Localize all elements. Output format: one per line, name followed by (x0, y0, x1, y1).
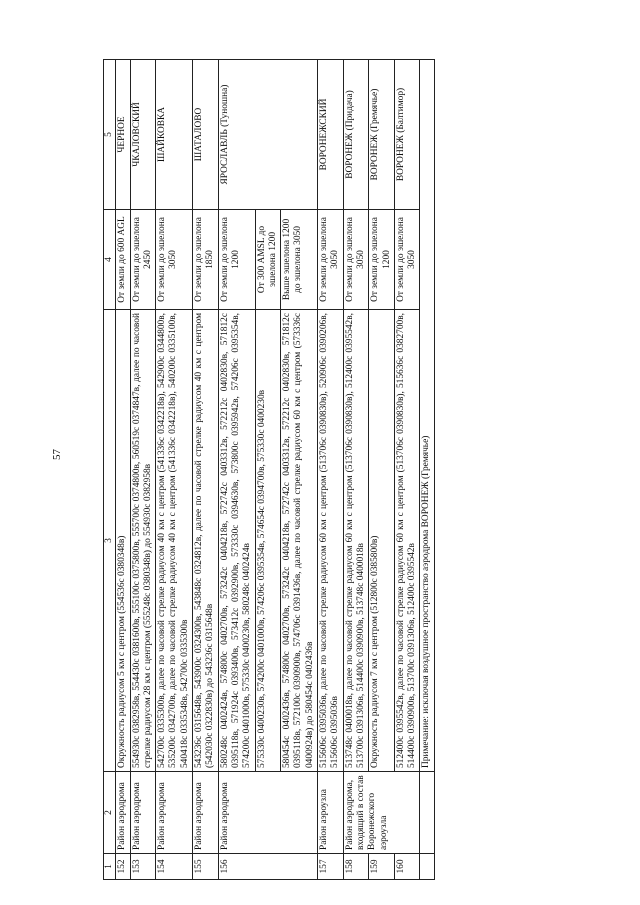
note-row (420, 60, 434, 880)
table-row (156, 60, 193, 880)
row-number: 154 (156, 854, 193, 880)
row-number: 153 (130, 854, 156, 880)
zone-boundary: Окружность радиусом 7 км с центром (512800с 0385800в) (369, 310, 395, 772)
table-row (343, 60, 369, 880)
aerodrome-name: ВОРОНЕЖ (Гремячье) (369, 60, 395, 210)
table-note: Примечание: исключая воздушное пространство аэродрома ВОРОНЕЖ (Гремячье) (420, 60, 434, 772)
table-row (218, 60, 255, 880)
zone-type: Район аэродрома (193, 772, 219, 854)
altitude-limits: Выше эшелона 1200 до эшелона 3050 (281, 210, 318, 310)
aerodrome-name: ШАТАЛОВО (193, 60, 219, 210)
zone-boundary: 542700с 0335300в, далее по часовой стрелке радиусом 40 км с центром (541336с 0342218в), 542900с 0344800в, 535200с 0342700в, далее по часовой стрелке радиусом 40 км с центром (541336с 0342218в), 540200с 0335100в, 540418с 0335348в, 542700с 0335300в (156, 310, 193, 772)
altitude-limits: От земли до эшелона 1200 (369, 210, 395, 310)
row-number: 156 (218, 854, 317, 880)
table-row (394, 60, 420, 880)
zone-type: Район аэродрома (130, 772, 156, 854)
header-row (104, 60, 116, 880)
table-row (130, 60, 156, 880)
table-row (116, 60, 130, 880)
aerodrome-name: ЧКАЛОВСКИЙ (130, 60, 156, 210)
row-number: 158 (343, 854, 369, 880)
header-col-1: 1 (104, 854, 116, 880)
aerodrome-name: ЧЕРНОЕ (116, 60, 130, 210)
row-number: 152 (116, 854, 130, 880)
zone-boundary: 543236с 0315648в, 543900с 0324300в, 543848с 0324812в, далее по часовой стрелке радиусом 40 км с центром (542030с 0322830в) до 543236с 0315648в (193, 310, 219, 772)
page-number: 57 (51, 449, 63, 460)
zone-type: Район аэродрома (218, 772, 317, 854)
row-number: 159 (369, 854, 395, 880)
altitude-limits: От земли до эшелона 3050 (156, 210, 193, 310)
zone-boundary: 554930с 0382958в, 554430с 0381600в, 555100с 0375800в, 555700с 0374800в, 560519с 0374847в, далее по часовой стрелке радиусом 28 км с центром (555248с 0380348в) до 554930с 0382958в (130, 310, 156, 772)
aerodrome-name: ЯРОСЛАВЛЬ (Туношна) (218, 60, 317, 210)
zone-type: Район аэродрома (156, 772, 193, 854)
header-col-2: 2 (104, 772, 116, 854)
airspace-table (103, 59, 435, 880)
row-number: 155 (193, 854, 219, 880)
altitude-limits: От земли до эшелона 1200 (218, 210, 255, 310)
zone-boundary: 513748с 0400018в, далее по часовой стрелке радиусом 60 км с центром (513706с 0390830в), 512400с 0395542в, 513700с 0391306в, 514400с 0390900в, 513748с 0400018в (343, 310, 369, 772)
aerodrome-name: ВОРОНЕЖСКИЙ (318, 60, 344, 210)
rotated-content (51, 60, 563, 880)
table-row (193, 60, 219, 880)
altitude-limits: От 300 AMSL до эшелона 1200 (255, 210, 281, 310)
row-number: 160 (394, 854, 420, 880)
zone-boundary: 575330с 0400230в, 574200с 0401000в, 574206с 0395354в, 574654с 0394700в, 575330с 0400230в (255, 310, 281, 772)
zone-type: Район аэродрома (116, 772, 130, 854)
header-col-3: 3 (104, 310, 116, 772)
note-empty-cell (420, 772, 434, 854)
zone-boundary: 512400с 0395542в, далее по часовой стрелке радиусом 60 км с центром (513706с 0390830в), 515636с 0382700в, 514400с 0390900в, 513700с 0391306в, 512400с 0395542в (394, 310, 420, 772)
zone-boundary: Окружность радиусом 5 км с центром (554536с 0380348в) (116, 310, 130, 772)
header-col-5: 5 (104, 60, 116, 210)
altitude-limits: От земли до эшелона 3050 (394, 210, 420, 310)
aerodrome-name: ШАЙКОВКА (156, 60, 193, 210)
zone-boundary: 580248с 0402424в, 574800с 0402700в, 573242с 0404218в, 572742с 0403312в, 572212с 0402830в, 571812с 0395118в, 571924с 0393400в, 573412с 0392900в, 573330с 0394630в, 573800с 0395942в, 574206с 0395354в, 574200с 0401000в, 575330с 0400230в, 580248с 0402424в (218, 310, 255, 772)
table-row (318, 60, 344, 880)
zone-type: Район аэродрома, входящий в состав Воронежского аэроузла (343, 772, 420, 854)
altitude-limits: От земли до эшелона 3050 (318, 210, 344, 310)
note-empty-cell (420, 854, 434, 880)
altitude-limits: От земли до эшелона 3050 (343, 210, 369, 310)
aerodrome-name: ВОРОНЕЖ (Придача) (343, 60, 369, 210)
zone-boundary: 515606с 0395036в, далее по часовой стрелке радиусом 60 км с центром (513706с 0390830в), 520906с 0390206в, 515606с 0395036в (318, 310, 344, 772)
aerodrome-name: ВОРОНЕЖ (Балтимор) (394, 60, 420, 210)
altitude-limits: От земли до 600 AGL (116, 210, 130, 310)
row-number: 157 (318, 854, 344, 880)
table-row (369, 60, 395, 880)
zone-boundary: 580454с 0402436в, 574800с 0402700в, 573242с 0404218в, 572742с 0403312в, 572212с 0402830в, 571812с 0395118в, 572100с 0390900в, 574706с 0391436в, далее по часовой стрелке радиусом 60 км с центром (573336с 0400924в) до 580454с 0402436в (281, 310, 318, 772)
zone-type: Район аэроузла (318, 772, 344, 854)
header-col-4: 4 (104, 210, 116, 310)
altitude-limits: От земли до эшелона 1850 (193, 210, 219, 310)
altitude-limits: От земли до эшелона 2450 (130, 210, 156, 310)
